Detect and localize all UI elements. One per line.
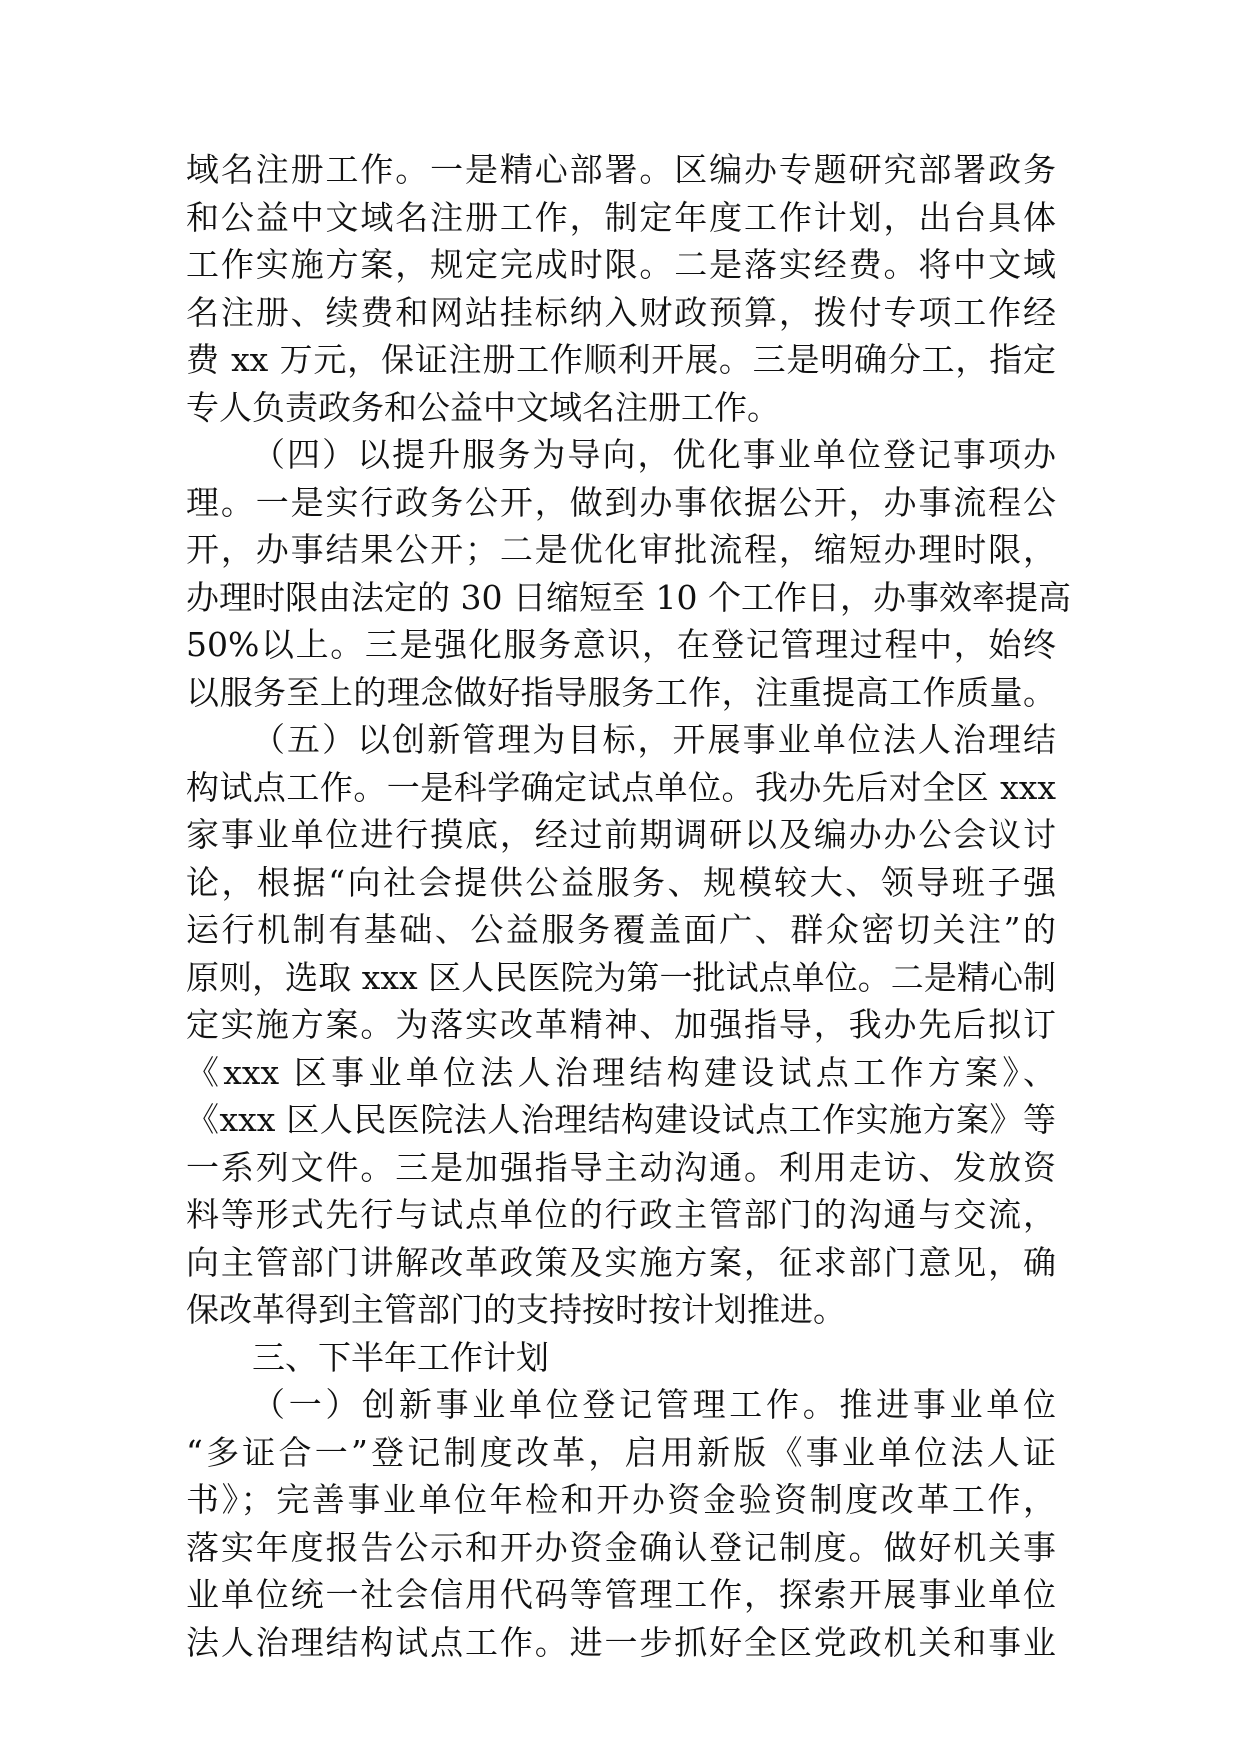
text-line: 料等形式先行与试点单位的行政主管部门的沟通与交流， [186, 1195, 1056, 1234]
text-line: 域名注册工作。一是精心部署。区编办专题研究部署政务 [186, 150, 1056, 189]
text-line: 法人治理结构试点工作。进一步抓好全区党政机关和事业 [186, 1622, 1056, 1662]
text-line: 50%以上。三是强化服务意识，在登记管理过程中，始终 [186, 625, 1056, 664]
text-line: 运行机制有基础、公益服务覆盖面广、群众密切关注”的 [186, 910, 1056, 949]
text-line: 构试点工作。一是科学确定试点单位。我办先后对全区 xxx [186, 767, 1056, 807]
text-line: 《xxx 区人民医院法人治理结构建设试点工作实施方案》等 [186, 1100, 1056, 1139]
text-line: 原则，选取 xxx 区人民医院为第一批试点单位。二是精心制 [186, 957, 1056, 997]
text-line: 工作实施方案，规定完成时限。二是落实经费。将中文域 [186, 245, 1056, 284]
section-heading-line: （五）以创新管理为目标，开展事业单位法人治理结 [252, 720, 1056, 759]
text-line: 名注册、续费和网站挂标纳入财政预算，拨付专项工作经 [186, 292, 1056, 332]
section-heading-line: （一）创新事业单位登记管理工作。推进事业单位 [252, 1385, 1056, 1424]
text-line: 理。一是实行政务公开，做到办事依据公开，办事流程公 [186, 482, 1056, 522]
text-line: 论，根据“向社会提供公益服务、规模较大、领导班子强 [186, 862, 1056, 902]
text-line: 专人负责政务和公益中文域名注册工作。 [186, 387, 780, 427]
text-line: 向主管部门讲解改革政策及实施方案，征求部门意见，确 [186, 1242, 1056, 1282]
text-line: 办理时限由法定的 30 日缩短至 10 个工作日，办事效率提高 [186, 577, 1071, 617]
text-line: “多证合一”登记制度改革，启用新版《事业单位法人证 [186, 1432, 1056, 1472]
text-line: 保改革得到主管部门的支持按时按计划推进。 [186, 1290, 846, 1329]
text-line: 业单位统一社会信用代码等管理工作，探索开展事业单位 [186, 1575, 1056, 1614]
text-line: 和公益中文域名注册工作，制定年度工作计划，出台具体 [186, 197, 1056, 237]
text-line: 以服务至上的理念做好指导服务工作，注重提高工作质量。 [186, 672, 1056, 712]
document-body [186, 146, 1071, 1666]
chapter-heading-line: 三、下半年工作计划 [252, 1337, 549, 1377]
text-line: 定实施方案。为落实改革精神、加强指导，我办先后拟订 [186, 1005, 1056, 1044]
text-line: 费 xx 万元，保证注册工作顺利开展。三是明确分工，指定 [186, 340, 1056, 379]
text-line: 一系列文件。三是加强指导主动沟通。利用走访、发放资 [186, 1147, 1056, 1187]
text-line: 落实年度报告公示和开办资金确认登记制度。做好机关事 [186, 1527, 1056, 1567]
section-heading-line: （四）以提升服务为导向，优化事业单位登记事项办 [252, 435, 1056, 474]
text-line: 书》；完善事业单位年检和开办资金验资制度改革工作， [186, 1480, 1056, 1519]
text-line: 开，办事结果公开；二是优化审批流程，缩短办理时限， [186, 530, 1056, 569]
text-line: 家事业单位进行摸底，经过前期调研以及编办办公会议讨 [186, 815, 1056, 854]
text-line: 《xxx 区事业单位法人治理结构建设试点工作方案》、 [186, 1052, 1056, 1092]
